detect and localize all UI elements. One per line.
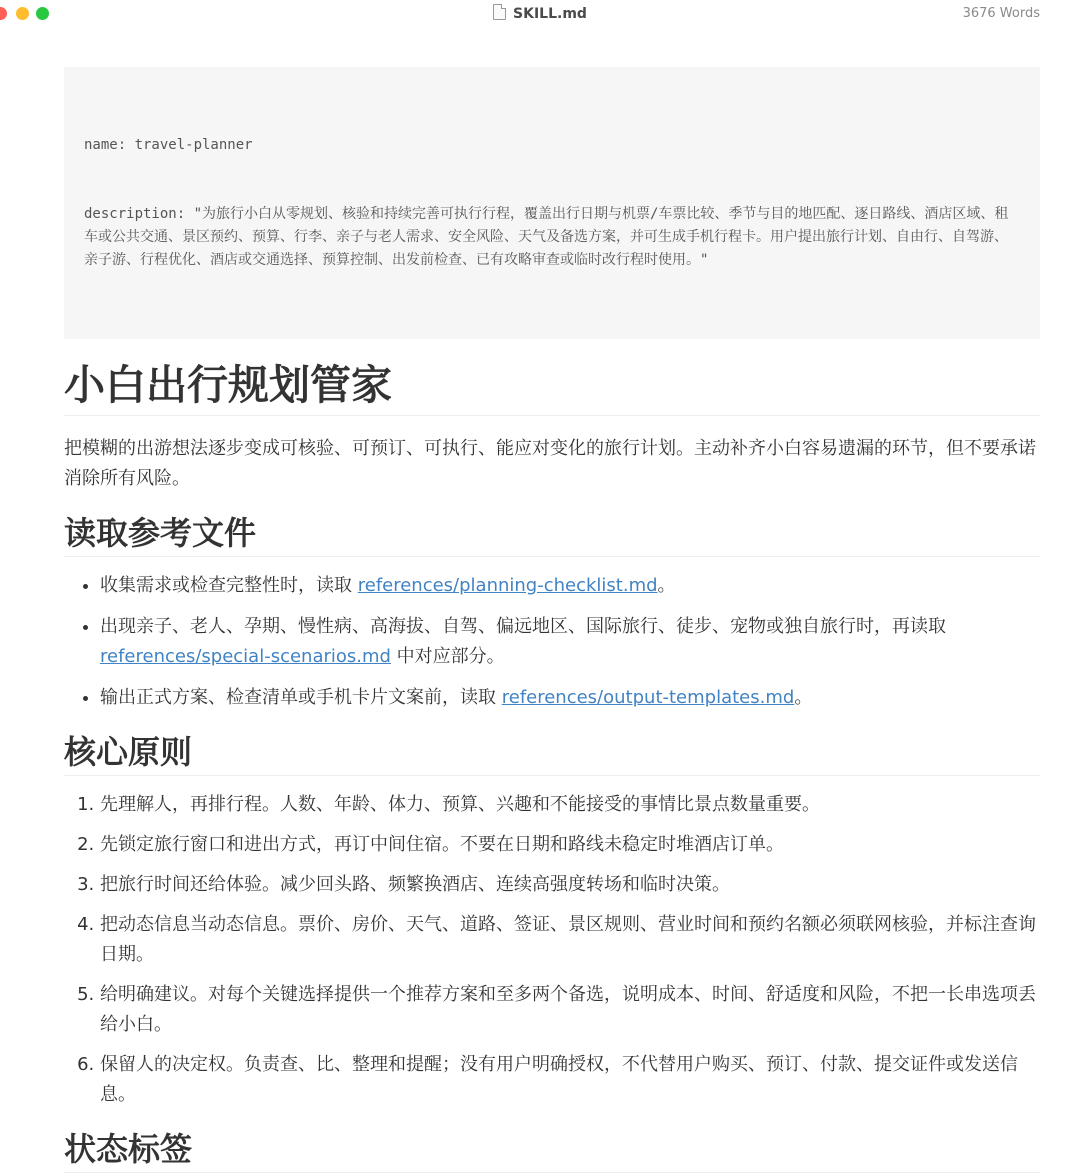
list-item bbox=[100, 612, 1040, 672]
front-matter-description-line: description: "为旅行小白从零规划、核验和持续完善可执行行程，覆盖出行日期与机票/车票比较、季节与目的地匹配、逐日路线、酒店区域、租车或公共交通、景区预约、预算、行李、亲子与老人需求、安全风险、天气及备选方案，并可生成手机行程卡。用户提出旅行计划、自由行、自驾游、亲子游、行程优化、酒店或交通选择、预算控制、出发前检查、已有攻略审查或临时改行程时使用。" bbox=[84, 206, 1009, 268]
list-item-text: 输出正式方案、检查清单或手机卡片文案前，读取 bbox=[100, 687, 502, 708]
principle-item: 6. 保留人的决定权。负责查、比、整理和提醒；没有用户明确授权，不代替用户购买、预订、付款、提交证件或发送信息。 bbox=[100, 1050, 1040, 1110]
list-item-text: 出现亲子、老人、孕期、慢性病、高海拔、自驾、偏远地区、国际旅行、徒步、宠物或独自旅行时，再读取 bbox=[100, 616, 946, 637]
special-scenarios-link[interactable]: references/special-scenarios.md bbox=[100, 646, 391, 667]
intro-paragraph: 把模糊的出游想法逐步变成可核验、可预订、可执行、能应对变化的旅行计划。主动补齐小白容易遗漏的环节，但不要承诺消除所有风险。 bbox=[64, 438, 1036, 489]
principles-heading: 核心原则 bbox=[64, 731, 1040, 776]
list-item-text: 。 bbox=[794, 687, 813, 708]
editor-content[interactable] bbox=[64, 67, 1040, 1173]
list-item-text: 中对应部分。 bbox=[390, 646, 505, 667]
file-name: SKILL.md bbox=[513, 6, 587, 22]
principle-item: 1. 先理解人，再排行程。人数、年龄、体力、预算、兴趣和不能接受的事情比景点数量重要。 bbox=[100, 790, 1040, 820]
list-item-text: 。 bbox=[657, 575, 676, 596]
word-count[interactable]: 3676 Words bbox=[962, 6, 1040, 21]
planning-checklist-link[interactable]: references/planning-checklist.md bbox=[357, 575, 658, 596]
front-matter-name-line: name: travel-planner bbox=[84, 137, 253, 153]
principle-item: 5. 给明确建议。对每个关键选择提供一个推荐方案和至多两个备选，说明成本、时间、舒适度和风险，不把一长串选项丢给小白。 bbox=[100, 980, 1040, 1040]
output-templates-link[interactable]: references/output-templates.md bbox=[501, 687, 795, 708]
document-icon bbox=[493, 4, 506, 20]
document-title bbox=[0, 4, 1080, 24]
list-item-text: 收集需求或检查完整性时，读取 bbox=[100, 575, 358, 596]
title-bar bbox=[0, 0, 1080, 28]
principle-item: 4. 把动态信息当动态信息。票价、房价、天气、道路、签证、景区规则、营业时间和预约名额必须联网核验，并标注查询日期。 bbox=[100, 910, 1040, 970]
page-title: 小白出行规划管家 bbox=[64, 359, 1040, 416]
list-item bbox=[100, 683, 1040, 713]
references-heading: 读取参考文件 bbox=[64, 512, 1040, 557]
yaml-front-matter[interactable] bbox=[64, 67, 1040, 339]
principle-item: 3. 把旅行时间还给体验。减少回头路、频繁换酒店、连续高强度转场和临时决策。 bbox=[100, 870, 1040, 900]
status-tags-heading: 状态标签 bbox=[64, 1128, 1040, 1173]
references-list bbox=[64, 571, 1040, 713]
list-item bbox=[100, 571, 1040, 601]
principles-list bbox=[64, 790, 1040, 1110]
principle-item: 2. 先锁定旅行窗口和进出方式，再订中间住宿。不要在日期和路线未稳定时堆酒店订单。 bbox=[100, 830, 1040, 860]
